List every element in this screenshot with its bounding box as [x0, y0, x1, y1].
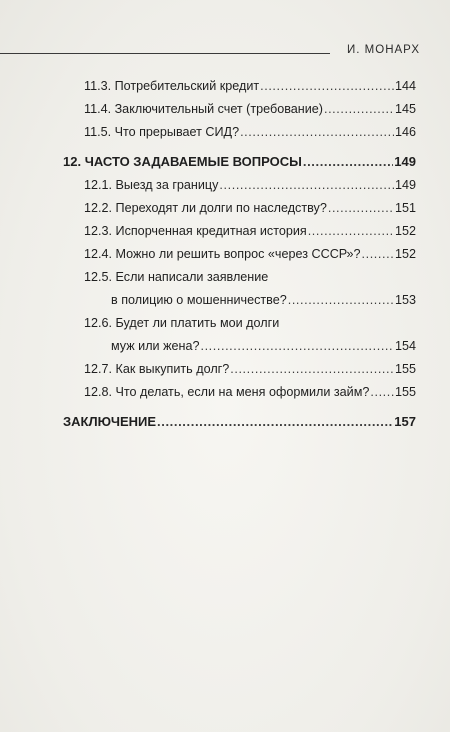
- toc-page: 157: [394, 414, 416, 429]
- toc-entry: [63, 78, 416, 94]
- toc-entry-first-line: [63, 269, 416, 285]
- toc-title: Что делать, если на меня оформили займ?: [115, 385, 370, 399]
- toc-entry: [63, 200, 416, 216]
- toc-chapter: [63, 154, 416, 170]
- toc-title: Как выкупить долг?: [115, 362, 230, 376]
- toc-entry: [63, 246, 416, 262]
- toc-title-continued: в полицию о мошенничестве?: [111, 293, 287, 307]
- toc-entry-continuation: [63, 292, 416, 308]
- leader-dots: [200, 338, 394, 354]
- toc-title-continued: муж или жена?: [111, 339, 200, 353]
- toc-number: 11.4.: [84, 102, 112, 116]
- toc-page: 155: [394, 362, 416, 376]
- leader-dots: [219, 177, 394, 193]
- toc-page: 149: [394, 154, 416, 169]
- toc-number: 12.3.: [84, 224, 113, 238]
- toc-page: 151: [394, 201, 416, 215]
- toc-title: Испорченная кредитная история: [115, 224, 307, 238]
- leader-dots: [370, 384, 394, 400]
- toc-chapter: [63, 414, 416, 430]
- toc-title: ЗАКЛЮЧЕНИЕ: [63, 414, 157, 429]
- toc-page: 149: [394, 178, 416, 192]
- toc-title: Будет ли платить мои долги: [115, 316, 280, 330]
- leader-dots: [362, 246, 394, 262]
- toc-entry: [63, 384, 416, 400]
- leader-dots: [288, 292, 394, 308]
- leader-dots: [303, 154, 393, 170]
- toc-page: 152: [394, 247, 416, 261]
- toc-title: Заключительный счет (требование): [114, 102, 323, 116]
- toc-entry-first-line: [63, 315, 416, 331]
- toc-title: Можно ли решить вопрос «через СССР»?: [115, 247, 361, 261]
- header-rule: [0, 53, 330, 54]
- toc-title: Переходят ли долги по наследству?: [115, 201, 327, 215]
- toc-entry-continuation: [63, 338, 416, 354]
- leader-dots: [260, 78, 394, 94]
- toc-page: 145: [394, 102, 416, 116]
- leader-dots: [157, 414, 393, 430]
- toc-entry: [63, 101, 416, 117]
- toc-page: 152: [394, 224, 416, 238]
- toc-number: 11.5.: [84, 125, 112, 139]
- toc-title: Что прерывает СИД?: [114, 125, 240, 139]
- toc-number: 12.2.: [84, 201, 113, 215]
- leader-dots: [308, 223, 394, 239]
- toc-page: 144: [394, 79, 416, 93]
- leader-dots: [328, 200, 394, 216]
- toc-page: 153: [394, 293, 416, 307]
- toc-page: 154: [394, 339, 416, 353]
- toc-number: 12.7.: [84, 362, 113, 376]
- leader-dots: [230, 361, 394, 377]
- toc-number: 11.3.: [84, 79, 112, 93]
- toc-number: 12.: [63, 154, 82, 169]
- toc-page: 146: [394, 125, 416, 139]
- toc-number: 12.5.: [84, 270, 113, 284]
- toc-entry: [63, 177, 416, 193]
- toc-entry: [63, 124, 416, 140]
- toc-entry: [63, 361, 416, 377]
- toc-title: ЧАСТО ЗАДАВАЕМЫЕ ВОПРОСЫ: [84, 154, 302, 169]
- toc-entry: [63, 223, 416, 239]
- leader-dots: [240, 124, 394, 140]
- toc-page: 155: [394, 385, 416, 399]
- table-of-contents: [63, 78, 416, 430]
- toc-number: 12.1.: [84, 178, 113, 192]
- leader-dots: [324, 101, 394, 117]
- toc-number: 12.8.: [84, 385, 113, 399]
- toc-number: 12.4.: [84, 247, 113, 261]
- toc-title: Выезд за границу: [115, 178, 219, 192]
- toc-number: 12.6.: [84, 316, 113, 330]
- toc-title: Если написали заявление: [115, 270, 269, 284]
- running-head: И. МОНАРХ: [347, 44, 420, 56]
- toc-title: Потребительский кредит: [114, 79, 260, 93]
